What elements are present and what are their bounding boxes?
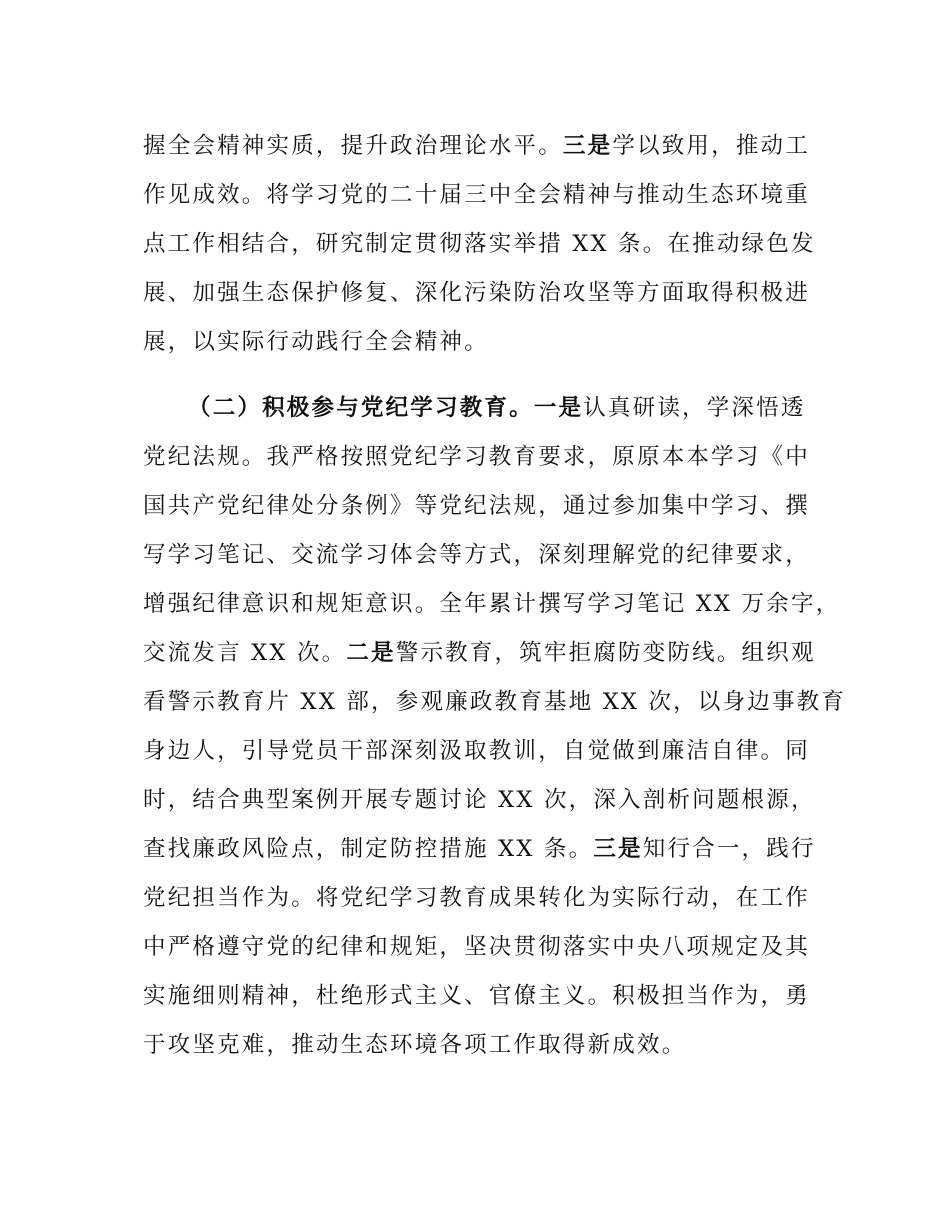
text-run: 交流发言 XX 次。: [143, 640, 347, 666]
text-line: 实施细则精神，杜绝形式主义、官僚主义。积极担当作为，勇: [143, 983, 810, 1009]
bold-marker: 一是: [533, 395, 584, 421]
text-run: 查找廉政风险点，制定防控措施 XX 条。: [143, 836, 594, 862]
text-line: 身边人，引导党员干部深刻汲取教训，自觉做到廉洁自律。同: [143, 738, 810, 764]
section-heading: （二）积极参与党纪学习教育。: [188, 395, 534, 421]
text-line: 增强纪律意识和规矩意识。全年累计撰写学习笔记 XX 万余字，: [143, 591, 841, 617]
text-run: 警示教育，筑牢拒腐防变防线。组织观: [395, 640, 816, 666]
document-body: [143, 122, 847, 1070]
paragraph-1: [143, 122, 816, 367]
bold-marker: 三是: [562, 133, 613, 159]
text-line: [143, 122, 813, 171]
text-line: 国共产党纪律处分条例》等党纪法规，通过参加集中学习、撰: [143, 493, 810, 519]
text-line: [143, 384, 813, 433]
bold-marker: 三是: [593, 836, 643, 862]
text-line: 展、加强生态保护修复、深化污染防治攻坚等方面取得积极进: [143, 280, 810, 306]
text-line: [143, 825, 816, 874]
text-line: 党纪法规。我严格按照党纪学习教育要求，原原本本学习《中: [143, 444, 810, 470]
text-line: 点工作相结合，研究制定贯彻落实举措 XX 条。在推动绿色发: [143, 231, 816, 257]
text-line: [143, 629, 816, 678]
text-line: 展，以实际行动践行全会精神。: [143, 329, 489, 355]
paragraph-2: [143, 384, 847, 1070]
text-line: 党纪担当作为。将党纪学习教育成果转化为实际行动，在工作: [143, 885, 810, 911]
text-run: 学以致用，推动工: [612, 133, 810, 159]
text-run: 认真研读，学深悟透: [583, 395, 806, 421]
text-line: 看警示教育片 XX 部，参观廉政教育基地 XX 次，以身边事教育: [143, 689, 847, 715]
text-line: 作见成效。将学习党的二十届三中全会精神与推动生态环境重: [143, 182, 810, 208]
text-line: 中严格遵守党的纪律和规矩，坚决贯彻落实中央八项规定及其: [143, 934, 810, 960]
paragraph-spacer: [143, 367, 813, 384]
text-run: 握全会精神实质，提升政治理论水平。: [143, 133, 563, 159]
text-line: 时，结合典型案例开展专题讨论 XX 次，深入剖析问题根源，: [143, 787, 816, 813]
text-line: 写学习笔记、交流学习体会等方式，深刻理解党的纪律要求，: [143, 542, 810, 568]
bold-marker: 二是: [346, 640, 396, 666]
text-line: 于攻坚克难，推动生态环境各项工作取得新成效。: [143, 1032, 687, 1058]
text-run: 知行合一，践行: [642, 836, 816, 862]
